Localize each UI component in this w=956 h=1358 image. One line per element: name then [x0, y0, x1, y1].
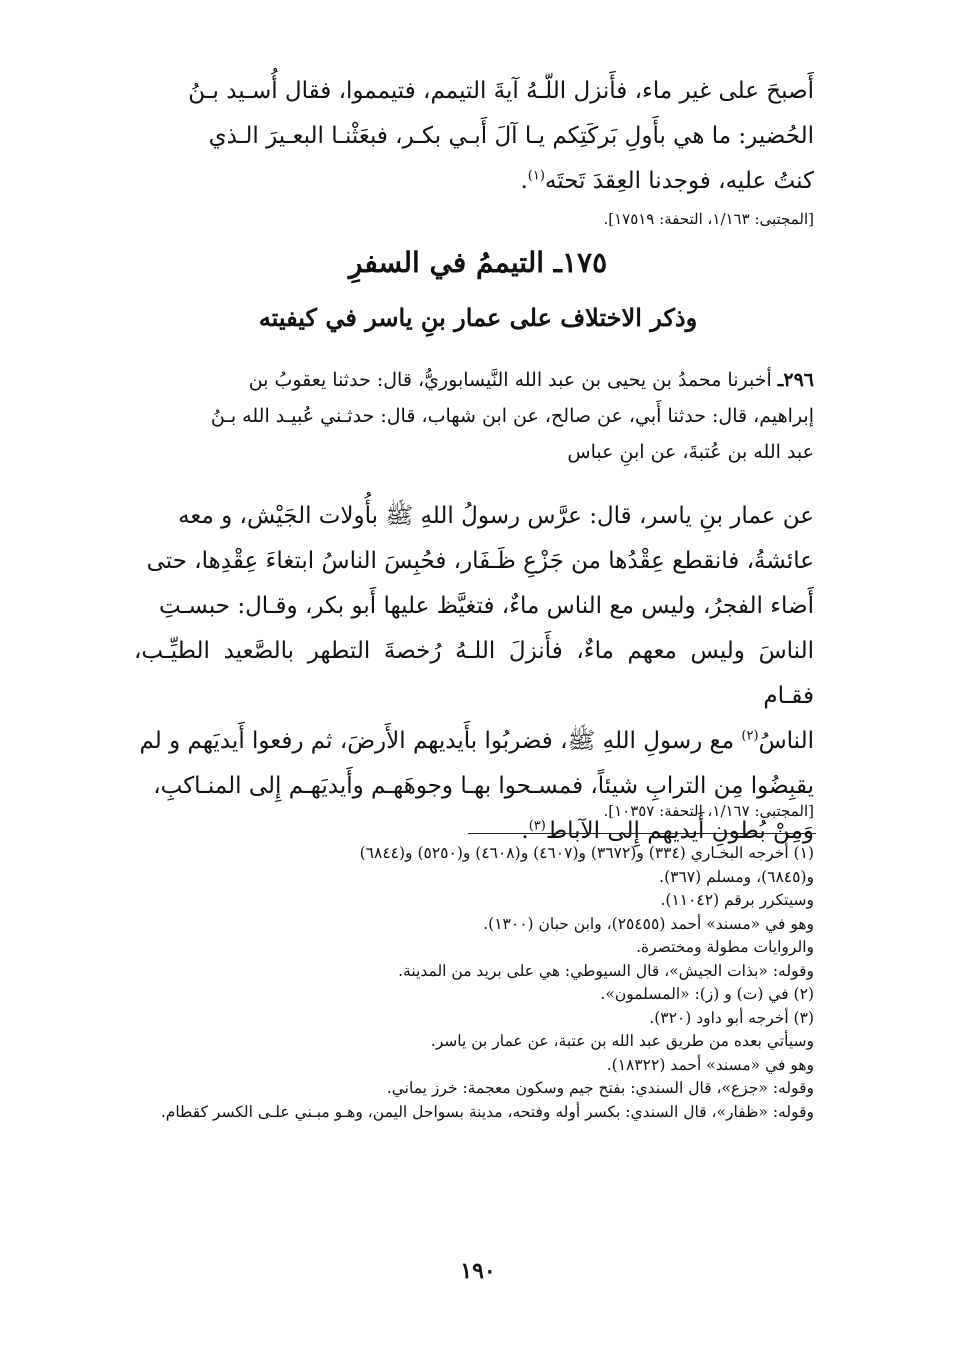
text-line: عبد الله بن عُتبةَ، عن ابنِ عباس [567, 441, 814, 463]
text-line: كنتُ عليه، فوجدنا العِقدَ تَحتَه$^{(١)}$. [520, 168, 814, 194]
footnote-line: وقوله: «ظفار»، قال السندي: بكسر أوله وفتحه، مدينة بسواحل اليمن، وهـو مبـني علـى الكسر كقطام. [160, 1102, 814, 1121]
text-line: الناسَ وليس معهم ماءٌ، فأَنزلَ اللـهُ رُخصةَ التطهر بالصَّعيد الطيِّـب، فقـام [134, 638, 814, 709]
text-line: الحُضير: ما هي بأَولِ بَركَتِكم يـا آلَ أَبـي بكـر، فبعَثْنـا البعـيرَ الـذي [208, 123, 814, 149]
reference-line: [المجتبى: ١/١٦٧، التحفة: ١٠٣٥٧]. [603, 802, 814, 820]
text-line: أَصبحَ على غير ماء، فأَنزل اللّـهُ آيةَ التيمم، فتيمموا، فقال أُسـيد بـنُ [188, 78, 814, 104]
chapter-heading: ١٧٥ـ التيممُ في السفرِ [348, 246, 608, 279]
footnote-line: وهو في «مسند» أحمد (١٨٣٢٢). [606, 1055, 814, 1074]
text-line: عن عمار بنِ ياسر، قال: عرَّس رسولُ اللهِ ﷺ بأُولات الجَيْش، و معه [178, 503, 814, 529]
text-line: وَمِنْ بُطونِ أَيديهم إِلى الآباط$^{(٣)}$. [521, 818, 814, 844]
reference-line: [المجتبى: ١/١٦٣، التحفة: ١٧٥١٩]. [603, 210, 814, 228]
text-line: إبراهيم، قال: حدثنا أَبي، عن صالح، عن ابن شهاب، قال: حدثـني عُبيـد الله بـنُ [210, 405, 814, 427]
text-line: عائشةُ، فانقطع عِقْدُها من جَزْعِ ظَـفَار، فحُبِسَ الناسُ ابتغاءَ عِقْدِها، حتى [146, 548, 814, 574]
text-line: الناسُ$^{(٢)}$ مع رسولِ اللهِ ﷺ، فضربُوا بأَيديهم الأَرضَ، ثم رفعوا أَيديَهم و لم [139, 728, 814, 754]
footnote-marker: (٢) [741, 728, 759, 744]
footnote-line: وسيأتي بعده من طريق عبد الله بن عتبة، عن عمار بن ياسر. [430, 1032, 814, 1050]
footnotes [134, 842, 814, 1124]
text-line: أَضاء الفجرُ، وليس مع الناس ماءٌ، فتغيَّظ عليها أَبو بكر، وقـال: حبسـتِ [159, 593, 814, 619]
footnote-separator [468, 833, 816, 834]
footnote-line: وقوله: «جزع»، قال السندي: بفتح جيم وسكون معجمة: خرز يماني. [386, 1079, 814, 1097]
footnote-marker: (٣) [528, 818, 546, 834]
footnote-marker: (١) [527, 168, 545, 184]
footnote-line: وسيتكرر برقم (١١٠٤٢). [660, 891, 814, 909]
text-line: ٢٩٦ـ أخبرنا محمدُ بن يحيى بن عبد الله النَّيسابوريُّ، قال: حدثنا يعقوبُ بن [248, 369, 814, 391]
continuation-paragraph [134, 69, 814, 204]
footnote-line: (٣) أخرجه أبو داود (٣٢٠). [649, 1008, 814, 1027]
footnote-line: (٢) في (ت) و (ز): «المسلمون». [600, 985, 814, 1003]
isnad-paragraph [134, 362, 814, 470]
chapter-subheading: وذكر الاختلاف على عمار بنِ ياسر في كيفيته [258, 303, 698, 332]
page-number: ١٩٠ [460, 1258, 496, 1284]
footnote-line: و(٦٨٤٥)، ومسلم (٣٦٧). [659, 867, 814, 886]
footnote-line: والروايات مطولة ومختصرة. [636, 938, 814, 956]
text-line: يقبِضُوا مِن الترابِ شيئاً، فمسـحوا بهـا وجوهَهـم وأَيديَهـم إِلى المنـاكبِ، [153, 773, 814, 799]
footnote-line: وقوله: «بذات الجيش»، قال السيوطي: هي على بريد من المدينة. [398, 961, 814, 980]
footnote-line: (١) أخرجه البخـاري (٣٣٤) و(٣٦٧٢) و(٤٦٠٧) و(٤٦٠٨) و(٥٢٥٠) و(٦٨٤٤) [359, 844, 814, 862]
hadith-number: ٢٩٦ـ [777, 369, 814, 391]
footnote-line: وهو في «مسند» أحمد (٢٥٤٥٥)، وابن حبان (١٣٠٠). [483, 914, 814, 933]
